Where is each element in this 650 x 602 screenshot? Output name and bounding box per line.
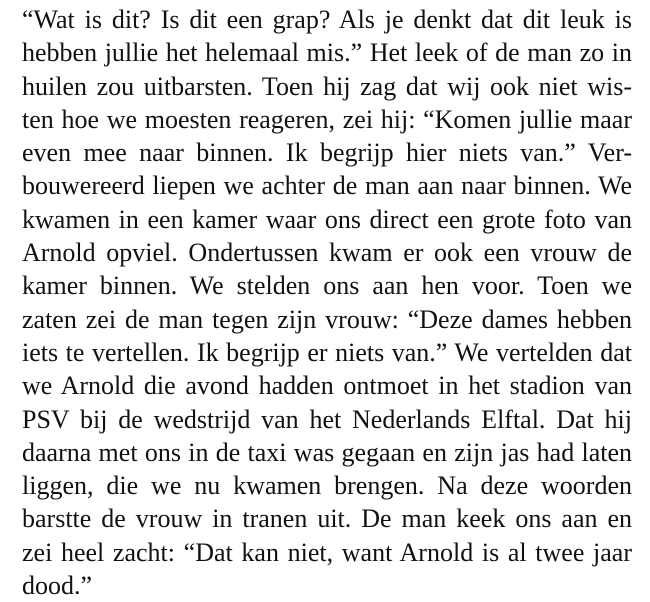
text-line: hebben jullie het helemaal mis.” Het leek of de man zo in [22,38,632,68]
text-line: liggen, die we nu kwamen brengen. Na deze woorden [22,471,632,501]
text-line: daarna met ons in de taxi was gegaan en zijn jas had laten [22,437,632,467]
text-line: PSV bij de wedstrijd van het Nederlands Elftal. Dat hij [22,404,632,434]
text-line: ten hoe we moesten reageren, zei hij: “Komen jullie maar [22,104,632,134]
text-line: zei heel zacht: “Dat kan niet, want Arnold is al twee jaar [22,537,632,567]
text-line: barstte de vrouw in tranen uit. De man keek ons aan en [22,504,632,534]
text-line: kwamen in een kamer waar ons direct een grote foto van [22,204,632,234]
text-line: even mee naar binnen. Ik begrijp hier niets van.” Ver- [22,138,632,168]
story-paragraph [22,3,632,602]
text-line: we Arnold die avond hadden ontmoet in het stadion van [22,371,632,401]
text-line: kamer binnen. We stelden ons aan hen voor. Toen we [22,271,632,301]
text-line: “Wat is dit? Is dit een grap? Als je denkt dat dit leuk is [22,5,632,34]
text-line: iets te vertellen. Ik begrijp er niets van.” We vertelden dat [22,337,632,367]
text-line-last: dood.” [22,571,93,601]
text-line: zaten zei de man tegen zijn vrouw: “Deze dames hebben [22,304,632,334]
text-line: bouwereerd liepen we achter de man aan naar binnen. We [22,171,632,201]
text-line: Arnold opviel. Ondertussen kwam er ook een vrouw de [22,238,632,268]
text-line: huilen zou uitbarsten. Toen hij zag dat wij ook niet wis- [22,71,632,101]
